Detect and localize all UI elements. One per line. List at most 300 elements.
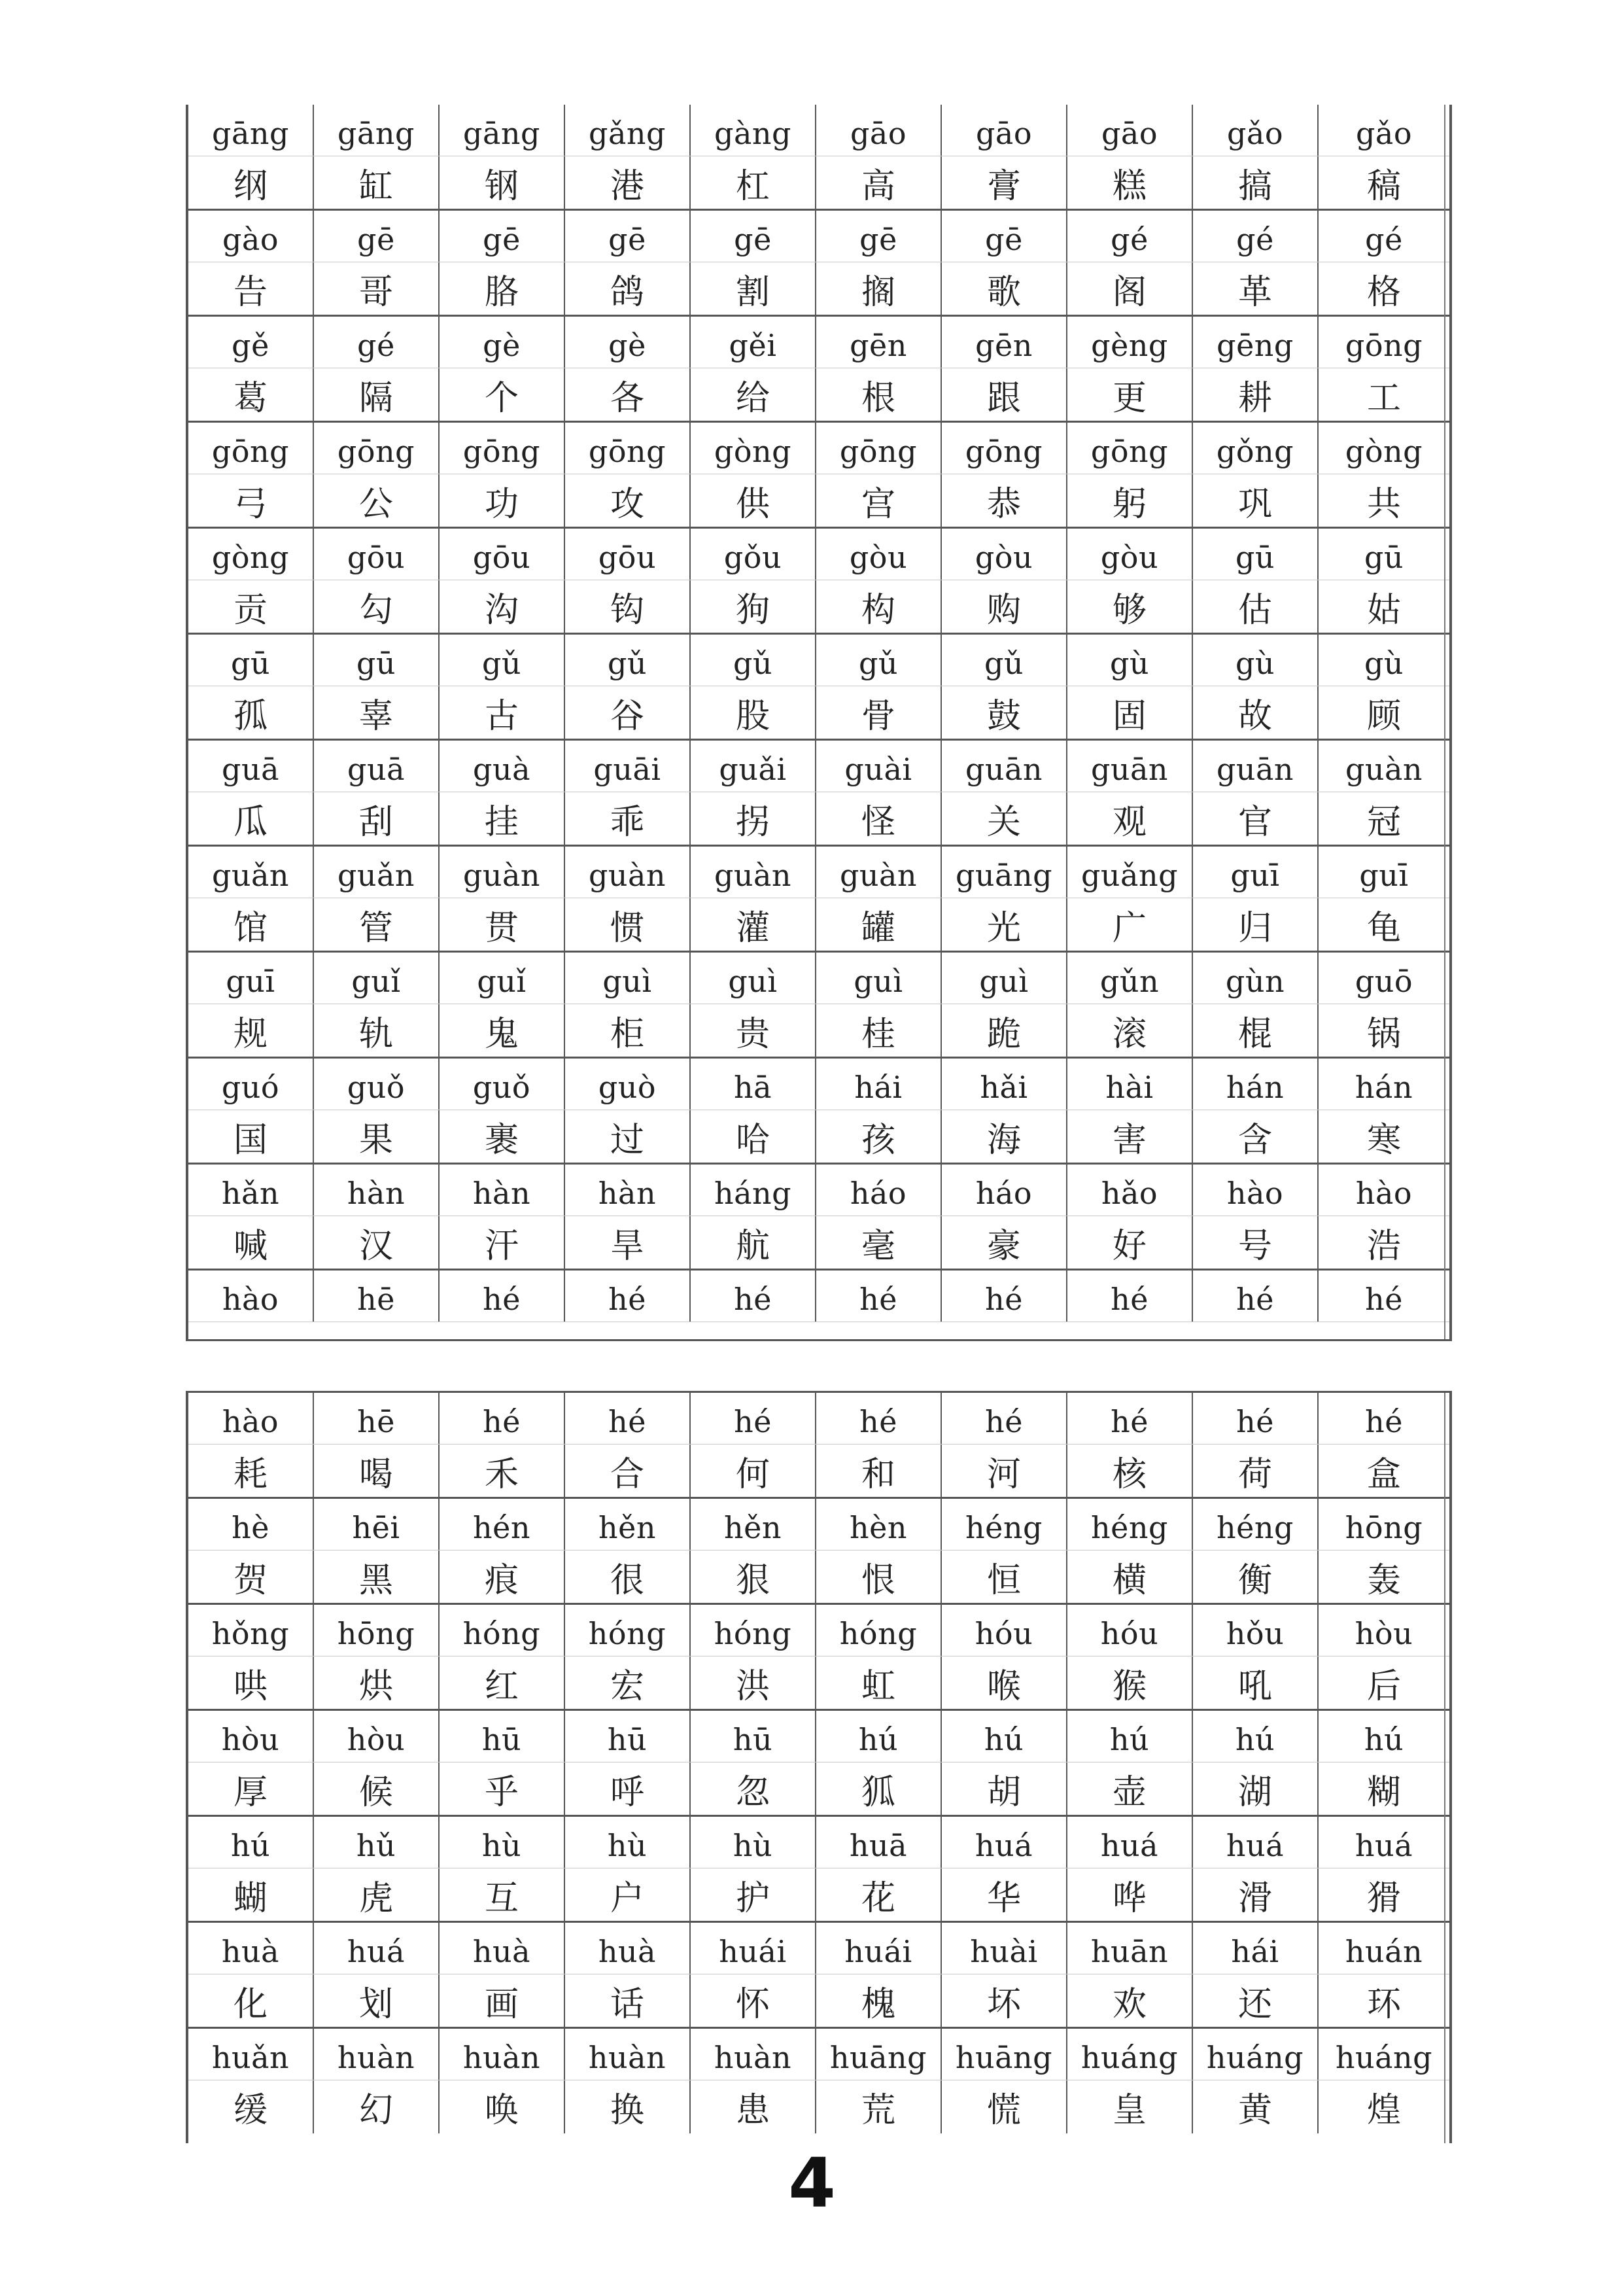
hanzi-cell: 航	[691, 1216, 816, 1269]
hanzi-cell: 唤	[440, 2080, 565, 2133]
pinyin-cell: guā	[314, 741, 440, 792]
hanzi-cell: 构	[816, 580, 942, 633]
pinyin-cell: hǒu	[1193, 1605, 1319, 1656]
pinyin-cell: huá	[1067, 1817, 1193, 1868]
pinyin-cell: hěn	[691, 1499, 816, 1550]
hanzi-cell: 恨	[816, 1550, 942, 1603]
hanzi-cell: 规	[188, 1004, 314, 1057]
hanzi-cell: 毫	[816, 1216, 942, 1269]
hanzi-cell: 互	[440, 1868, 565, 1921]
pinyin-cell: gòng	[188, 529, 314, 580]
pinyin-cell: huǎn	[188, 2029, 314, 2080]
hanzi-cell: 很	[565, 1550, 691, 1603]
pinyin-cell: gāo	[942, 105, 1067, 156]
pinyin-cell: gēn	[816, 317, 942, 368]
hanzi-cell: 何	[691, 1445, 816, 1498]
hanzi-cell: 根	[816, 368, 942, 421]
pinyin-cell: guàn	[565, 847, 691, 898]
pinyin-cell: gǔ	[691, 635, 816, 686]
hanzi-cell: 狗	[691, 580, 816, 633]
hanzi-cell: 痕	[440, 1550, 565, 1603]
hanzi-cell: 顾	[1366, 697, 1401, 736]
hanzi-cell: 共	[1366, 485, 1401, 524]
pinyin-cell: huā	[816, 1817, 942, 1868]
table-row	[188, 1165, 1449, 1270]
hanzi-cell: 护	[691, 1868, 816, 1921]
pinyin-cell: hèn	[816, 1499, 942, 1550]
pinyin-cell: gǔ	[440, 635, 565, 686]
pinyin-cell: huàn	[565, 2029, 691, 2080]
pinyin-cell: guǎi	[691, 741, 816, 792]
hanzi-cell: 骨	[816, 686, 942, 739]
hanzi-cell: 谷	[565, 686, 691, 739]
hanzi-cell: 贺	[188, 1550, 314, 1603]
hanzi-cell: 吼	[1193, 1656, 1319, 1709]
hanzi-cell: 国	[188, 1110, 314, 1163]
hanzi-cell: 厚	[188, 1762, 314, 1815]
hanzi-cell: 缸	[314, 156, 440, 209]
pinyin-cell: guà	[440, 741, 565, 792]
pinyin-cell: hé	[1067, 1393, 1193, 1444]
pinyin-cell: guàn	[1345, 752, 1423, 787]
table-row	[188, 2029, 1449, 2135]
pinyin-cell: gē	[440, 211, 565, 262]
pinyin-cell: gē	[314, 211, 440, 262]
pinyin-cell: hú	[1067, 1711, 1193, 1762]
pinyin-cell: guó	[188, 1059, 314, 1110]
hanzi-cell: 画	[440, 1974, 565, 2027]
pinyin-cell: guàn	[816, 847, 942, 898]
hanzi-cell: 户	[565, 1868, 691, 1921]
hanzi-cell: 豪	[942, 1216, 1067, 1269]
hanzi-cell: 姑	[1366, 591, 1401, 630]
hanzi-cell: 海	[942, 1110, 1067, 1163]
pinyin-table-2	[186, 1391, 1452, 2143]
table-row	[188, 1393, 1449, 1499]
pinyin-cell: hù	[440, 1817, 565, 1868]
pinyin-cell: gōng	[942, 423, 1067, 474]
pinyin-cell: gū	[1364, 540, 1404, 575]
pinyin-cell: hán	[1193, 1059, 1319, 1110]
pinyin-cell: gōng	[816, 423, 942, 474]
page-number: 4	[788, 2143, 836, 2223]
hanzi-cell: 核	[1067, 1445, 1193, 1498]
hanzi-cell: 观	[1067, 792, 1193, 845]
hanzi-cell: 光	[942, 898, 1067, 951]
pinyin-cell: guǐ	[314, 953, 440, 1004]
pinyin-cell: guāi	[565, 741, 691, 792]
hanzi-cell: 弓	[188, 474, 314, 527]
pinyin-cell: gě	[188, 317, 314, 368]
hanzi-cell: 公	[314, 474, 440, 527]
hanzi-cell: 固	[1067, 686, 1193, 739]
pinyin-cell: gōu	[565, 529, 691, 580]
pinyin-cell: gū	[1193, 529, 1319, 580]
hanzi-cell: 锅	[1366, 1015, 1401, 1054]
hanzi-cell: 馆	[188, 898, 314, 951]
pinyin-cell: gāng	[314, 105, 440, 156]
pinyin-cell: gǎo	[1355, 116, 1413, 151]
hanzi-cell: 虎	[314, 1868, 440, 1921]
table-row	[188, 847, 1449, 953]
hanzi-cell: 工	[1366, 379, 1401, 418]
hanzi-cell: 勾	[314, 580, 440, 633]
hanzi-cell: 功	[440, 474, 565, 527]
hanzi-cell: 好	[1067, 1216, 1193, 1269]
hanzi-cell: 荷	[1193, 1445, 1319, 1498]
hanzi-cell: 膏	[942, 156, 1067, 209]
hanzi-cell: 鬼	[440, 1004, 565, 1057]
hanzi-cell: 坏	[942, 1974, 1067, 2027]
hanzi-cell: 含	[1193, 1110, 1319, 1163]
pinyin-cell: hàn	[440, 1165, 565, 1216]
hanzi-cell: 黑	[314, 1550, 440, 1603]
pinyin-cell: gè	[440, 317, 565, 368]
pinyin-cell: hào	[188, 1270, 314, 1322]
pinyin-cell: guì	[691, 953, 816, 1004]
pinyin-cell: gāng	[188, 105, 314, 156]
pinyin-cell: gē	[942, 211, 1067, 262]
hanzi-cell: 皇	[1067, 2080, 1193, 2133]
pinyin-cell: hé	[942, 1393, 1067, 1444]
pinyin-cell: gǔ	[816, 635, 942, 686]
pinyin-cell: hòu	[1355, 1616, 1413, 1651]
hanzi-cell: 槐	[816, 1974, 942, 2027]
hanzi-cell: 挂	[440, 792, 565, 845]
hanzi-cell: 轰	[1366, 1561, 1401, 1600]
hanzi-cell: 够	[1067, 580, 1193, 633]
hanzi-cell: 号	[1193, 1216, 1319, 1269]
hanzi-cell: 哄	[188, 1656, 314, 1709]
hanzi-cell: 龟	[1366, 909, 1401, 948]
pinyin-cell: gé	[1067, 211, 1193, 262]
pinyin-cell: guǎn	[188, 847, 314, 898]
hanzi-cell: 花	[816, 1868, 942, 1921]
pinyin-cell: guī	[1359, 858, 1409, 893]
pinyin-cell: guǒ	[440, 1059, 565, 1110]
pinyin-cell: hé	[565, 1393, 691, 1444]
pinyin-cell: gāo	[1067, 105, 1193, 156]
hanzi-cell: 怀	[691, 1974, 816, 2027]
pinyin-cell: hú	[188, 1817, 314, 1868]
hanzi-cell: 狠	[691, 1550, 816, 1603]
pinyin-cell: hóu	[942, 1605, 1067, 1656]
pinyin-cell: guàn	[691, 847, 816, 898]
hanzi-cell: 钩	[565, 580, 691, 633]
pinyin-cell: hǒng	[188, 1605, 314, 1656]
pinyin-cell: hǔ	[314, 1817, 440, 1868]
pinyin-cell: gé	[314, 317, 440, 368]
hanzi-cell: 狐	[816, 1762, 942, 1815]
pinyin-cell: huán	[1345, 1934, 1423, 1969]
pinyin-cell: hù	[565, 1817, 691, 1868]
hanzi-cell: 鼓	[942, 686, 1067, 739]
pinyin-cell: hé	[565, 1270, 691, 1322]
pinyin-cell: gǒu	[691, 529, 816, 580]
pinyin-cell: guò	[565, 1059, 691, 1110]
pinyin-cell: hàn	[565, 1165, 691, 1216]
pinyin-cell: guì	[942, 953, 1067, 1004]
hanzi-cell: 衡	[1193, 1550, 1319, 1603]
hanzi-cell: 割	[691, 262, 816, 315]
pinyin-cell: huá	[1355, 1828, 1413, 1863]
hanzi-cell: 红	[440, 1656, 565, 1709]
pinyin-cell: gāng	[440, 105, 565, 156]
pinyin-cell: gē	[816, 211, 942, 262]
pinyin-cell: hòu	[314, 1711, 440, 1762]
hanzi-cell: 呼	[565, 1762, 691, 1815]
pinyin-cell: hé	[816, 1393, 942, 1444]
hanzi-cell: 瓜	[188, 792, 314, 845]
table-row	[188, 1270, 1449, 1319]
pinyin-cell: hé	[816, 1270, 942, 1322]
hanzi-cell: 煌	[1366, 2091, 1401, 2130]
hanzi-cell: 惯	[565, 898, 691, 951]
pinyin-cell: gěi	[691, 317, 816, 368]
pinyin-cell: hào	[188, 1393, 314, 1444]
pinyin-cell: hé	[1193, 1270, 1319, 1322]
table-row	[188, 1711, 1449, 1817]
hanzi-cell: 贡	[188, 580, 314, 633]
pinyin-cell: gèng	[1067, 317, 1193, 368]
pinyin-cell: huà	[188, 1923, 314, 1974]
pinyin-cell: gāo	[816, 105, 942, 156]
pinyin-cell: gòng	[1345, 434, 1423, 469]
pinyin-cell: gù	[1193, 635, 1319, 686]
hanzi-cell: 乎	[440, 1762, 565, 1815]
pinyin-cell: hù	[691, 1817, 816, 1868]
pinyin-cell: hòu	[188, 1711, 314, 1762]
pinyin-cell: guì	[565, 953, 691, 1004]
pinyin-cell: hào	[1193, 1165, 1319, 1216]
pinyin-cell: hū	[691, 1711, 816, 1762]
hanzi-cell: 革	[1193, 262, 1319, 315]
pinyin-cell: huái	[691, 1923, 816, 1974]
pinyin-cell: hé	[691, 1270, 816, 1322]
pinyin-cell: hào	[1355, 1176, 1413, 1211]
pinyin-cell: guǎng	[1067, 847, 1193, 898]
pinyin-cell: hóu	[1067, 1605, 1193, 1656]
pinyin-cell: gòu	[942, 529, 1067, 580]
table-row	[188, 953, 1449, 1059]
hanzi-cell: 虹	[816, 1656, 942, 1709]
pinyin-cell: guō	[1355, 964, 1413, 999]
hanzi-cell: 攻	[565, 474, 691, 527]
pinyin-cell: gǎo	[1193, 105, 1319, 156]
hanzi-cell: 跪	[942, 1004, 1067, 1057]
hanzi-cell: 糕	[1067, 156, 1193, 209]
hanzi-cell: 汗	[440, 1216, 565, 1269]
pinyin-cell: gōng	[440, 423, 565, 474]
pinyin-cell: huāng	[942, 2029, 1067, 2080]
hanzi-cell: 壶	[1067, 1762, 1193, 1815]
pinyin-cell: hé	[942, 1270, 1067, 1322]
hanzi-cell: 给	[691, 368, 816, 421]
pinyin-cell: gàng	[691, 105, 816, 156]
hanzi-cell: 棍	[1193, 1004, 1319, 1057]
pinyin-cell: hóng	[565, 1605, 691, 1656]
pinyin-cell: gǔn	[1067, 953, 1193, 1004]
pinyin-cell: huà	[440, 1923, 565, 1974]
hanzi-cell: 宫	[816, 474, 942, 527]
pinyin-cell: huàn	[314, 2029, 440, 2080]
hanzi-cell: 哈	[691, 1110, 816, 1163]
table-row	[188, 423, 1449, 529]
pinyin-cell: gē	[691, 211, 816, 262]
hanzi-cell: 估	[1193, 580, 1319, 633]
pinyin-cell: hái	[816, 1059, 942, 1110]
hanzi-cell: 洪	[691, 1656, 816, 1709]
pinyin-cell: guī	[188, 953, 314, 1004]
pinyin-cell: gōng	[188, 423, 314, 474]
hanzi-cell: 搞	[1193, 156, 1319, 209]
pinyin-cell: gè	[565, 317, 691, 368]
pinyin-cell: gào	[188, 211, 314, 262]
pinyin-cell: hēi	[314, 1499, 440, 1550]
hanzi-cell: 柜	[565, 1004, 691, 1057]
hanzi-cell: 跟	[942, 368, 1067, 421]
hanzi-cell: 还	[1193, 1974, 1319, 2027]
pinyin-cell: hǎi	[942, 1059, 1067, 1110]
pinyin-cell: gé	[1365, 222, 1403, 257]
table-row	[188, 635, 1449, 741]
pinyin-cell: hóng	[816, 1605, 942, 1656]
hanzi-cell: 禾	[440, 1445, 565, 1498]
pinyin-cell: hú	[1193, 1711, 1319, 1762]
pinyin-cell: huān	[1067, 1923, 1193, 1974]
pinyin-cell: gōu	[314, 529, 440, 580]
table-row	[188, 317, 1449, 423]
hanzi-cell: 划	[314, 1974, 440, 2027]
hanzi-cell: 蝴	[188, 1868, 314, 1921]
hanzi-cell: 寒	[1366, 1121, 1401, 1160]
hanzi-cell: 滚	[1067, 1004, 1193, 1057]
hanzi-cell: 杠	[691, 156, 816, 209]
table-row	[188, 1059, 1449, 1165]
hanzi-cell: 慌	[942, 2080, 1067, 2133]
hanzi-cell: 滑	[1193, 1868, 1319, 1921]
pinyin-cell: gōng	[314, 423, 440, 474]
hanzi-cell: 购	[942, 580, 1067, 633]
hanzi-cell: 管	[314, 898, 440, 951]
hanzi-cell: 稿	[1366, 167, 1401, 206]
pinyin-cell: hā	[691, 1059, 816, 1110]
hanzi-cell: 幻	[314, 2080, 440, 2133]
hanzi-cell: 浩	[1366, 1227, 1401, 1266]
table-row	[188, 1605, 1449, 1711]
hanzi-cell: 故	[1193, 686, 1319, 739]
pinyin-cell: huáng	[1067, 2029, 1193, 2080]
hanzi-cell: 湖	[1193, 1762, 1319, 1815]
hanzi-cell: 黄	[1193, 2080, 1319, 2133]
hanzi-cell: 哗	[1067, 1868, 1193, 1921]
hanzi-cell: 鸽	[565, 262, 691, 315]
hanzi-cell: 刮	[314, 792, 440, 845]
hanzi-cell: 后	[1366, 1667, 1401, 1706]
hanzi-cell: 躬	[1067, 474, 1193, 527]
pinyin-cell: hěn	[565, 1499, 691, 1550]
hanzi-cell: 猾	[1366, 1879, 1401, 1918]
hanzi-cell: 合	[565, 1445, 691, 1498]
pinyin-cell: hū	[440, 1711, 565, 1762]
hanzi-cell: 喉	[942, 1656, 1067, 1709]
hanzi-cell: 盒	[1366, 1455, 1401, 1494]
pinyin-cell: huá	[1193, 1817, 1319, 1868]
pinyin-cell: guài	[816, 741, 942, 792]
table-row	[188, 741, 1449, 847]
hanzi-cell: 恒	[942, 1550, 1067, 1603]
pinyin-cell: hái	[1193, 1923, 1319, 1974]
pinyin-cell: hú	[942, 1711, 1067, 1762]
hanzi-cell: 怪	[816, 792, 942, 845]
hanzi-cell: 糊	[1366, 1773, 1401, 1812]
pinyin-cell: gòu	[816, 529, 942, 580]
pinyin-cell: huàn	[440, 2029, 565, 2080]
hanzi-cell: 换	[565, 2080, 691, 2133]
hanzi-cell: 化	[188, 1974, 314, 2027]
hanzi-cell: 葛	[188, 368, 314, 421]
pinyin-cell: hé	[691, 1393, 816, 1444]
hanzi-cell: 贵	[691, 1004, 816, 1057]
pinyin-cell: háng	[691, 1165, 816, 1216]
pinyin-cell: hé	[1193, 1393, 1319, 1444]
pinyin-cell: gǔ	[942, 635, 1067, 686]
pinyin-cell: guǎn	[314, 847, 440, 898]
hanzi-cell: 过	[565, 1110, 691, 1163]
hanzi-cell: 官	[1193, 792, 1319, 845]
pinyin-cell: héng	[942, 1499, 1067, 1550]
pinyin-cell: gù	[1067, 635, 1193, 686]
pinyin-cell: hōng	[1345, 1510, 1423, 1545]
pinyin-cell: hǎo	[1067, 1165, 1193, 1216]
pinyin-cell: gēn	[942, 317, 1067, 368]
hanzi-cell: 钢	[440, 156, 565, 209]
hanzi-cell: 格	[1366, 273, 1401, 312]
hanzi-cell: 贯	[440, 898, 565, 951]
pinyin-cell: háo	[816, 1165, 942, 1216]
pinyin-cell: hài	[1067, 1059, 1193, 1110]
pinyin-cell: guāng	[942, 847, 1067, 898]
hanzi-cell: 歌	[942, 262, 1067, 315]
hanzi-cell: 哥	[314, 262, 440, 315]
hanzi-cell: 古	[440, 686, 565, 739]
hanzi-cell: 河	[942, 1445, 1067, 1498]
pinyin-cell: guī	[1193, 847, 1319, 898]
pinyin-cell: hú	[816, 1711, 942, 1762]
hanzi-cell: 欢	[1067, 1974, 1193, 2027]
hanzi-cell: 拐	[691, 792, 816, 845]
hanzi-cell: 喊	[188, 1216, 314, 1269]
hanzi-cell: 港	[565, 156, 691, 209]
pinyin-cell: hōng	[314, 1605, 440, 1656]
hanzi-cell: 猴	[1067, 1656, 1193, 1709]
pinyin-cell: hé	[440, 1393, 565, 1444]
pinyin-cell: gùn	[1193, 953, 1319, 1004]
pinyin-cell: hé	[440, 1270, 565, 1322]
hanzi-cell: 旱	[565, 1216, 691, 1269]
hanzi-cell: 更	[1067, 368, 1193, 421]
pinyin-cell: gǎng	[565, 105, 691, 156]
hanzi-cell: 关	[942, 792, 1067, 845]
pinyin-cell: gǒng	[1193, 423, 1319, 474]
hanzi-cell: 华	[942, 1868, 1067, 1921]
pinyin-cell: hǎn	[188, 1165, 314, 1216]
hanzi-cell: 隔	[314, 368, 440, 421]
hanzi-cell: 搁	[816, 262, 942, 315]
pinyin-cell: huá	[314, 1923, 440, 1974]
pinyin-cell: hē	[314, 1270, 440, 1322]
pinyin-cell: gū	[314, 635, 440, 686]
